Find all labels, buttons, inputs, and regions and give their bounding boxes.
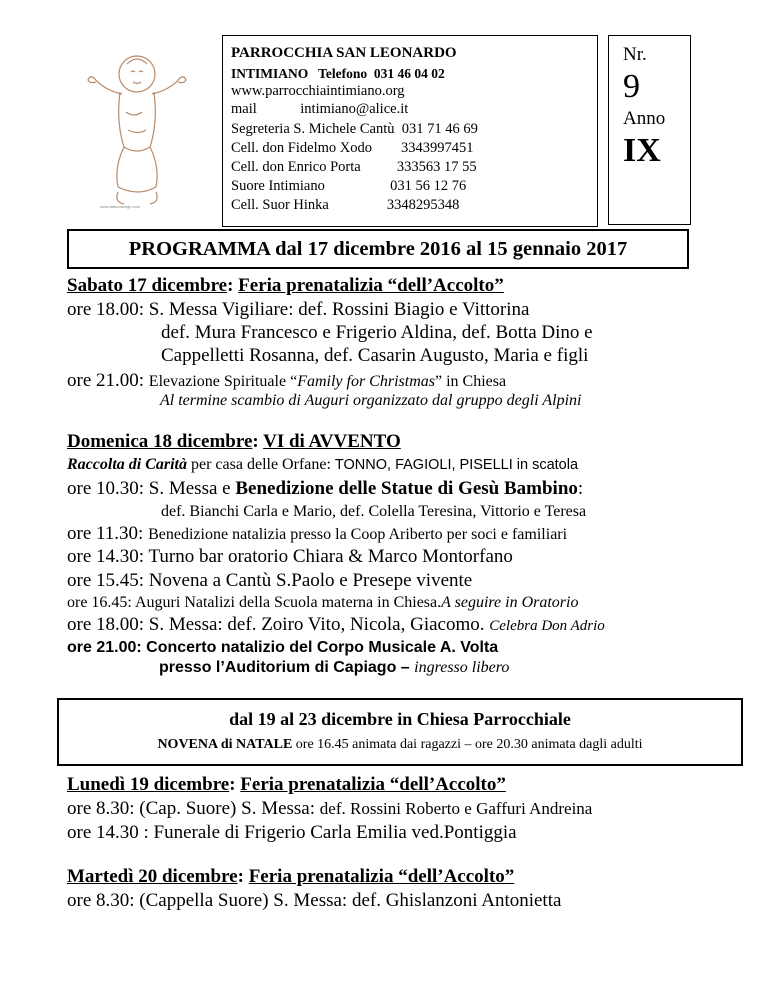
nr-value: 9 (623, 68, 640, 105)
cell-hinka: Cell. Suor Hinka 3348295348 (231, 197, 460, 213)
lunedi-830: ore 8.30: (Cap. Suore) S. Messa: (67, 798, 320, 819)
baby-jesus-icon (82, 42, 192, 212)
novena-box (57, 698, 743, 766)
martedi-day: Martedì 20 dicembre (67, 866, 238, 887)
image-caption: www.tattoodesign.com (100, 204, 141, 209)
martedi-title: Feria prenatalizia “dell’Accolto” (248, 866, 515, 887)
lunedi-heading (67, 774, 506, 796)
domenica-line-7 (67, 614, 605, 636)
intimiano-phone: INTIMIANO Telefono 031 46 04 02 (231, 66, 445, 81)
sabato-line-5: Al termine scambio di Auguri organizzato dal gruppo degli Alpini (160, 392, 582, 409)
nr-label: Nr. (623, 44, 647, 65)
website: www.parrocchiaintimiano.org (231, 83, 405, 99)
ingresso-libero: ingresso libero (414, 659, 510, 676)
sabato-heading (67, 275, 504, 297)
domenica-1030: ore 10.30: S. Messa e (67, 478, 236, 499)
domenica-day: Domenica 18 dicembre (67, 431, 253, 452)
lunedi-title: Feria prenatalizia “dell’Accolto” (240, 774, 506, 795)
domenica-carita (67, 456, 578, 474)
cell-fidelmo: Cell. don Fidelmo Xodo 3343997451 (231, 140, 474, 156)
carita-items: TONNO, FAGIOLI, PISELLI in scatola (334, 457, 579, 473)
sabato-time-21: ore 21.00: (67, 370, 149, 391)
lunedi-def: def. Rossini Roberto e Gaffuri Andreina (319, 799, 593, 818)
domenica-colon: : (252, 431, 264, 452)
martedi-heading (67, 866, 514, 888)
domenica-line-4: ore 14.30: Turno bar oratorio Chiara & Marco Montorfano (67, 546, 513, 567)
carita-desc: per casa delle Orfane: (187, 456, 335, 473)
lunedi-colon: : (229, 774, 241, 795)
domenica-line-2: def. Bianchi Carla e Mario, def. Colella Teresina, Vittorio e Teresa (161, 503, 587, 520)
benedizione-coop: Benedizione natalizia presso la Coop Ariberto per soci e familiari (148, 526, 568, 543)
martedi-colon: : (237, 866, 249, 887)
mail: mail intimiano@alice.it (231, 101, 409, 117)
sabato-chiesa: ” in Chiesa (434, 373, 507, 390)
programma-box (67, 229, 689, 269)
sabato-line-1: ore 18.00: S. Messa Vigiliare: def. Rossini Biagio e Vittorina (67, 299, 530, 320)
sabato-elevazione: Elevazione Spirituale “ (148, 373, 298, 390)
novena-label: NOVENA di NATALE (157, 737, 293, 752)
sabato-day: Sabato 17 dicembre (67, 275, 228, 296)
anno-label: Anno (623, 108, 666, 129)
cell-enrico: Cell. don Enrico Porta 333563 17 55 (231, 159, 477, 175)
anno-value: IX (623, 132, 661, 169)
lunedi-line-2: ore 14.30 : Funerale di Frigerio Carla Emilia ved.Pontiggia (67, 822, 517, 843)
lunedi-line-1 (67, 798, 592, 820)
celebra-don-adrio: Celebra Don Adrio (489, 618, 605, 634)
messa-1800: ore 18.00: S. Messa: def. Zoiro Vito, Nicola, Giacomo. (67, 614, 490, 635)
domenica-1030-colon: : (577, 478, 584, 499)
benedizione-statue: Benedizione delle Statue di Gesù Bambino (235, 478, 578, 499)
lunedi-day: Lunedì 19 dicembre (67, 774, 230, 795)
domenica-line-6 (67, 594, 578, 612)
issue-box (608, 35, 691, 225)
domenica-line-8: ore 21.00: Concerto natalizio del Corpo Musicale A. Volta (67, 639, 499, 656)
domenica-line-5: ore 15.45: Novena a Cantù S.Paolo e Presepe vivente (67, 570, 473, 591)
auditorium-capiago: presso l’Auditorium di Capiago – (159, 659, 415, 676)
sabato-line-2: def. Mura Francesco e Frigerio Aldina, def. Botta Dino e (161, 322, 593, 343)
suore-phone: Suore Intimiano 031 56 12 76 (231, 178, 467, 194)
domenica-heading (67, 431, 401, 453)
sabato-family: Family for Christmas (297, 373, 435, 390)
domenica-1130: ore 11.30: (67, 523, 149, 544)
martedi-line-1: ore 8.30: (Cappella Suore) S. Messa: def. Ghislanzoni Antonietta (67, 890, 562, 911)
sabato-line-4 (67, 370, 506, 392)
domenica-line-1 (67, 478, 583, 500)
sabato-title: Feria prenatalizia “dell’Accolto” (238, 275, 504, 296)
carita-label: Raccolta di Carità (67, 456, 187, 473)
sabato-colon: : (227, 275, 239, 296)
auguri-scuola: ore 16.45: Auguri Natalizi della Scuola materna in Chiesa. (67, 594, 442, 611)
header-box (222, 35, 598, 227)
domenica-line-9 (159, 659, 509, 677)
sabato-line-3: Cappelletti Rosanna, def. Casarin Augusto, Maria e figli (161, 345, 589, 366)
domenica-line-3 (67, 523, 567, 545)
parish-name: PARROCCHIA SAN LEONARDO (231, 45, 457, 61)
a-seguire: A seguire in Oratorio (441, 594, 579, 611)
domenica-title: VI di AVVENTO (263, 431, 401, 452)
novena-times: ore 16.45 animata dai ragazzi – ore 20.30 animata dagli adulti (292, 737, 643, 752)
novena-line (59, 737, 741, 753)
programma-title: PROGRAMMA dal 17 dicembre 2016 al 15 gennaio 2017 (128, 238, 628, 260)
segreteria: Segreteria S. Michele Cantù 031 71 46 69 (231, 121, 478, 137)
baby-jesus-illustration (82, 42, 192, 212)
novena-title: dal 19 al 23 dicembre in Chiesa Parrocchiale (229, 709, 571, 729)
